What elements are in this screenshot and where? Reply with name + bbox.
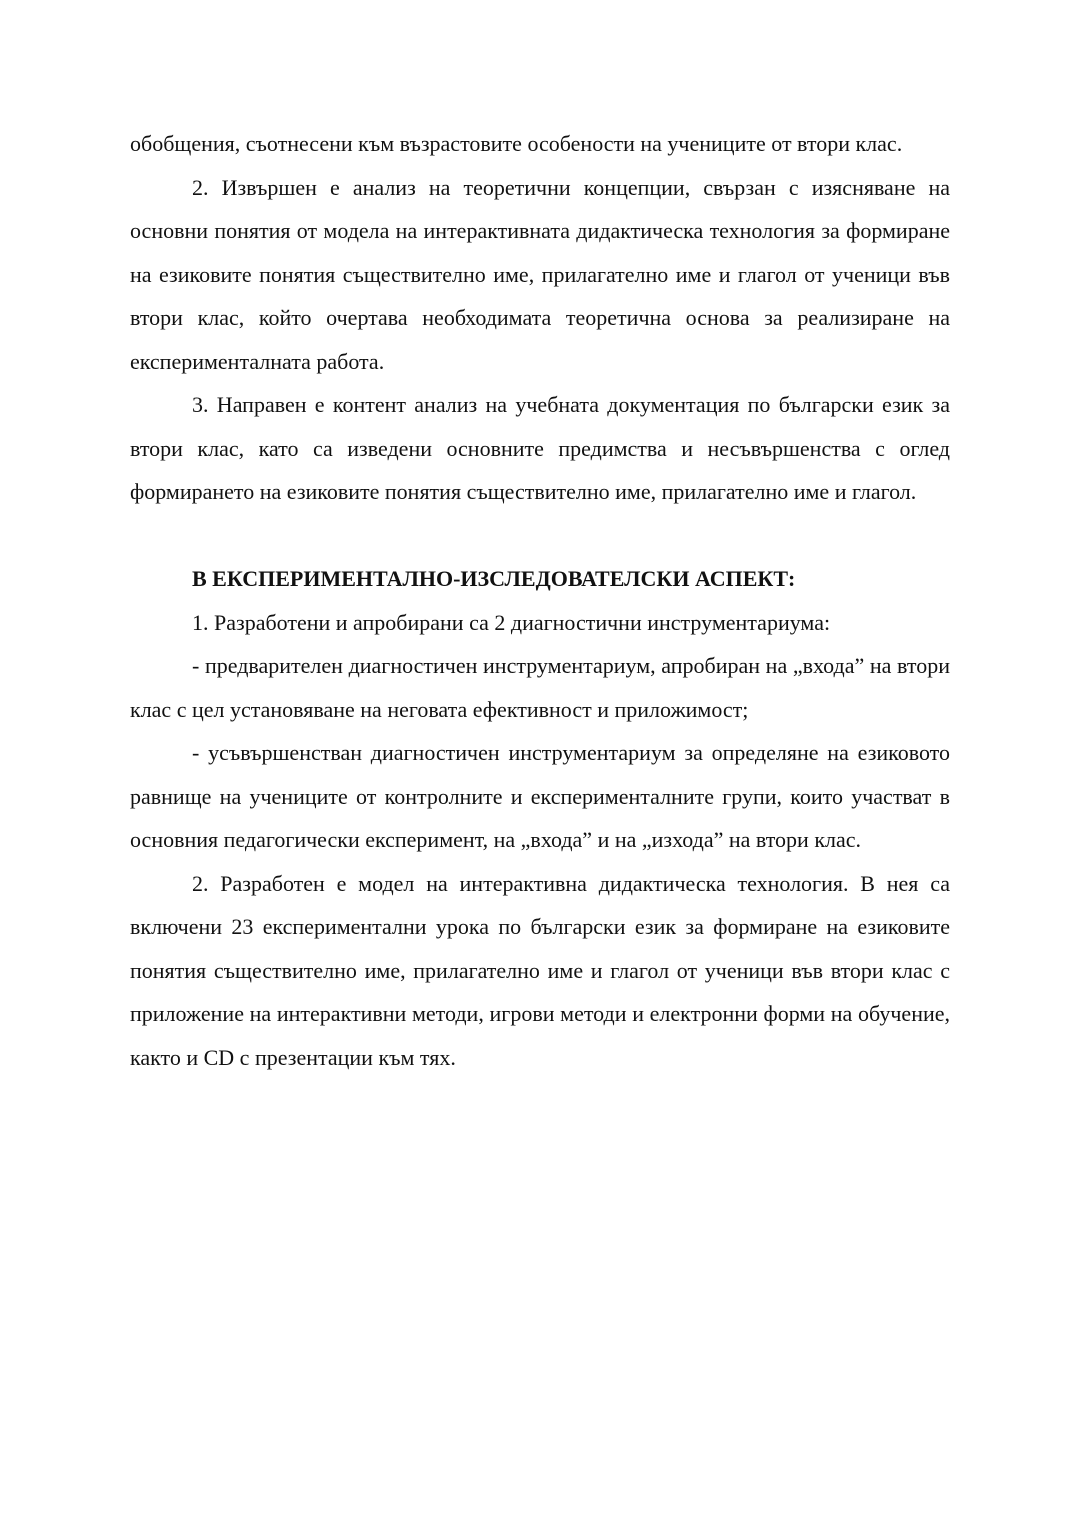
list-item-preliminary-instrument: - предварителен диагностичен инструментариум, апробиран на „входа” на втори клас с цел установяване на неговата ефективност и приложимост; bbox=[130, 653, 950, 722]
section-spacer bbox=[130, 514, 950, 558]
paragraph-technology-model: 2. Разработен е модел на интерактивна дидактическа технология. В нея са включени 23 експериментални урока по български език за формиране на езиковите понятия съществително име, прилагателно име и глагол от ученици във втори клас с приложение на интерактивни методи, игрови методи и електронни форми на обучение, както и CD с презентации към тях. bbox=[130, 870, 950, 1070]
section-heading: В ЕКСПЕРИМЕНТАЛНО-ИЗСЛЕДОВАТЕЛСКИ АСПЕКТ: bbox=[192, 566, 796, 591]
paragraph-continuation: обобщения, съотнесени към възрастовите особености на учениците от втори клас. bbox=[130, 131, 903, 156]
list-item-improved-instrument: - усъвършенстван диагностичен инструментариум за определяне на езиковото равнище на учениците от контролните и експерименталните групи, които участват в основния педагогически експеримент, на „входа” и на „изхода” на втори клас. bbox=[130, 740, 950, 852]
paragraph-instruments: 1. Разработени и апробирани са 2 диагностични инструментариума: bbox=[192, 609, 831, 635]
paragraph-theory-analysis: 2. Извършен е анализ на теоретични концепции, свързан с изясняване на основни понятия от модела на интерактивната дидактическа технология за формиране на езиковите понятия съществително име, прилагателно име и глагол от ученици във втори клас, който очертава необходимата теоретична основа за реализиране на експерименталната работа. bbox=[130, 174, 950, 374]
paragraph-content-analysis: 3. Направен е контент анализ на учебната документация по български език за втори клас, като са изведени основните предимства и несъвършенства с оглед формирането на езиковите понятия съществително име, прилагателно име и глагол. bbox=[130, 392, 950, 504]
page-body bbox=[130, 122, 950, 1079]
